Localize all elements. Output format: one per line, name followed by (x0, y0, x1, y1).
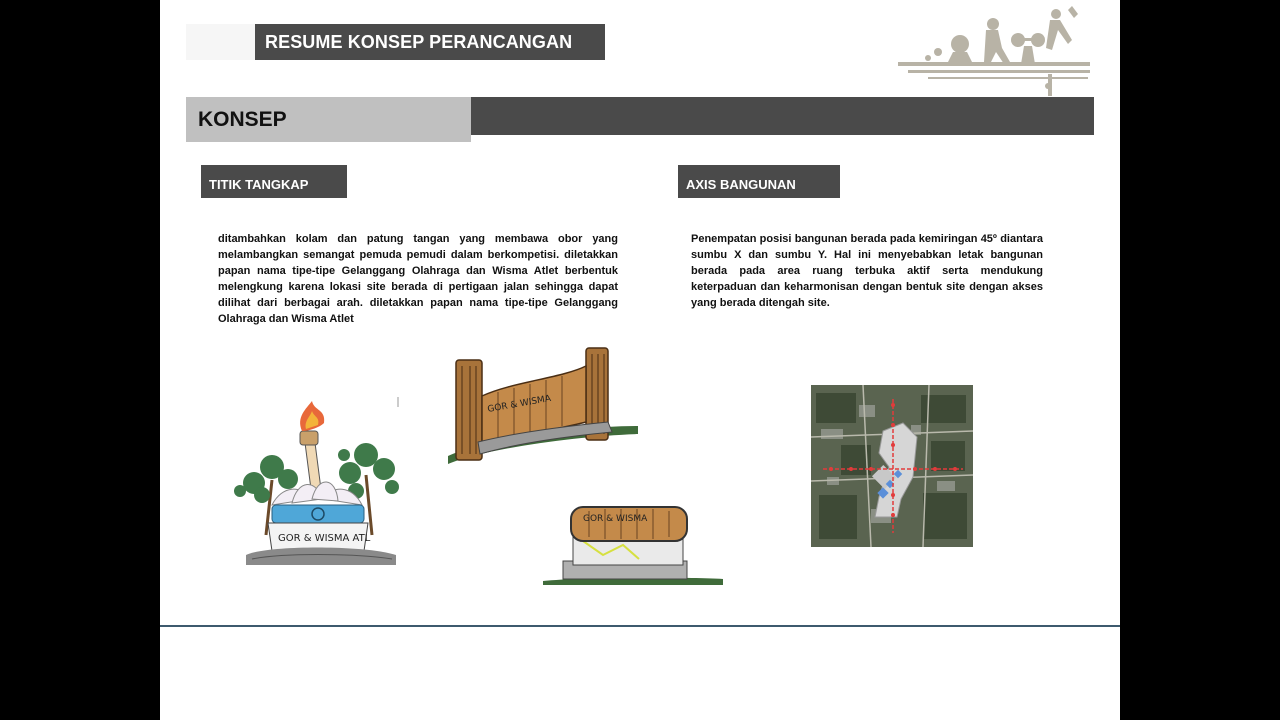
section-bar (471, 97, 1094, 135)
axis-bangunan-text: Penempatan posisi bangunan berada pada kemiringan 45º diantara sumbu X dan sumbu Y. Hal ini menyebabkan letak bangunan berada pada area ruang terbuka aktif serta mendukung keterpaduan dan keharmonisan dengan bentuk site dengan akses yang berada ditengah site. (691, 233, 1043, 309)
athletes-logo-icon (898, 2, 1094, 98)
box-sign-text: GOR & WISMA (583, 514, 648, 524)
curved-sign-text: GOR & WISMA (486, 393, 552, 415)
curved-sign-sketch (448, 346, 640, 471)
page-title: RESUME KONSEP PERANCANGAN (255, 24, 605, 60)
titik-tangkap-heading: TITIK TANGKAP (201, 165, 347, 198)
axis-bangunan-heading: AXIS BANGUNAN (678, 165, 840, 198)
titik-tangkap-text: ditambahkan kolam dan patung tangan yang membawa obor yang melambangkan semangat pemuda pemudi dalam berkompetisi. diletakkan papan nama tipe-tipe Gelanggang Olahraga dan Wisma Atlet berbentuk melengkung karena lokasi site berada di pertigaan jalan sehingga dapat dilihat dari berbagai arah. diletakkan papan nama tipe-tipe Gelanggang Olahraga dan Wisma Atlet (218, 233, 618, 325)
box-sign-sketch (543, 503, 725, 588)
slide (160, 0, 1120, 625)
torch-sign-text: GOR & WISMA ATL (278, 533, 371, 544)
section-title: KONSEP (186, 97, 471, 142)
torch-monument-sketch (232, 395, 402, 570)
site-axis-map (811, 385, 973, 547)
title-accent (186, 24, 256, 60)
lower-panel (160, 625, 1120, 720)
